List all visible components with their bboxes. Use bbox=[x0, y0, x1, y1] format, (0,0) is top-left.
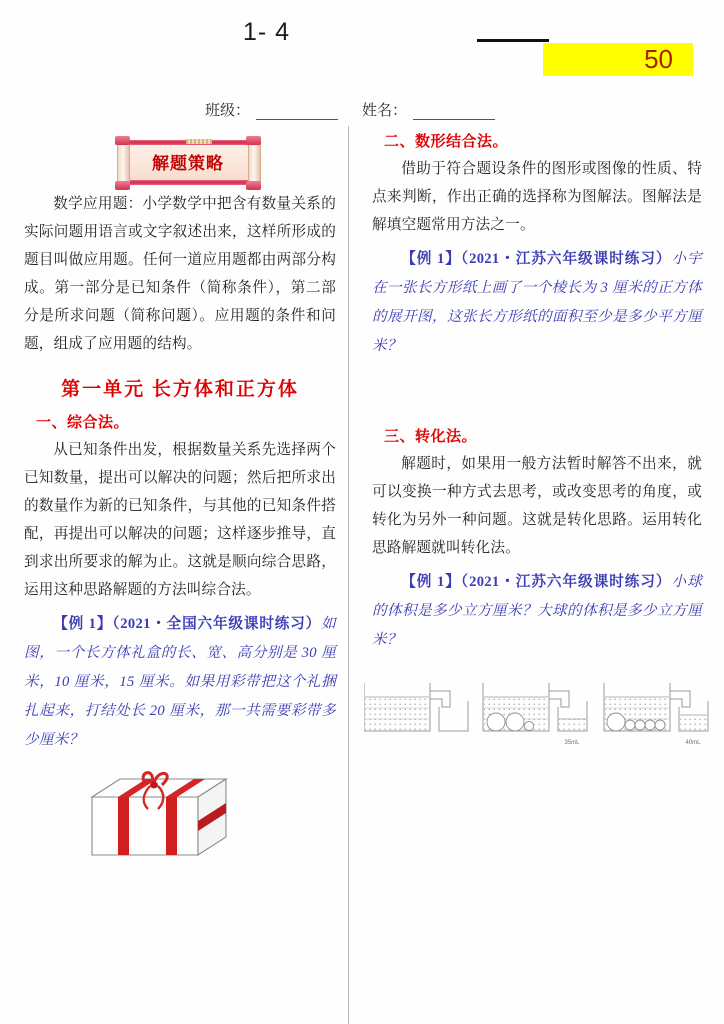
beaker-diagrams bbox=[364, 673, 712, 757]
gift-box-illustration bbox=[80, 769, 280, 864]
intro-paragraph: 数学应用题：小学数学中把含有数量关系的实际问题用语言或文字叙述出来，这样所形成的题目叫做应用题。任何一道应用题都由两部分构成。第一部分是已知条件（简称条件），第二部分是所求问题（简称问题）。应用题的条件和问题，组成了应用题的结构。 bbox=[24, 196, 336, 352]
class-input-blank[interactable] bbox=[256, 105, 338, 120]
example-one bbox=[24, 610, 336, 755]
scroll-cap-left-top bbox=[115, 136, 130, 145]
gift-box-icon bbox=[80, 769, 280, 864]
scroll-cap-left-bottom bbox=[115, 181, 130, 190]
beaker-set-3 bbox=[604, 683, 708, 746]
example-one-lead: 【例 1】（2021・全国六年级课时练习） bbox=[53, 616, 322, 632]
example-three-lead: 【例 1】（2021・江苏六年级课时练习） bbox=[401, 574, 672, 590]
scroll-cap-right-top bbox=[246, 136, 261, 145]
example-three bbox=[372, 568, 702, 655]
scroll-bar-bottom bbox=[118, 180, 258, 185]
example-one-body: 如图，一个长方体礼盒的长、宽、高分别是 30 厘米，10 厘米，15 厘米。如果用彩带把这个礼捆扎起来，打结处长 20 厘米，那一共需要彩带多少厘米？ bbox=[24, 616, 336, 748]
column-divider bbox=[348, 126, 349, 1024]
name-label: 姓名： bbox=[362, 103, 408, 119]
method-three-title: 三、转化法。 bbox=[384, 429, 478, 445]
page-number-highlight bbox=[543, 43, 693, 76]
left-column bbox=[24, 130, 336, 864]
method-two-body: 借助于符合题设条件的图形或图像的性质、特点来判断，作出正确的选择称为图解法。图解法是解填空题常用方法之一。 bbox=[372, 161, 702, 233]
scroll-banner bbox=[108, 138, 268, 186]
scroll-knot-icon bbox=[186, 139, 212, 144]
method-one-body: 从已知条件出发，根据数量关系先选择两个已知数量，提出可以解决的问题；然后把所求出的数量作为新的已知条件，与其他的已知条件搭配，再提出可以解决的问题；这样逐步推导，直到求出所要求的解为止。这就是顺向综合思路，运用这种思路解题的方法叫综合法。 bbox=[24, 442, 336, 598]
method-three-body: 解题时，如果用一般方法暂时解答不出来，就可以变换一种方式去思考，或改变思考的角度，或转化为另外一种问题。这就是转化思路。运用转化思路解题就叫转化法。 bbox=[372, 456, 702, 556]
beaker-set-2 bbox=[483, 683, 587, 746]
page-code: 1- 4 bbox=[243, 18, 291, 46]
page-header bbox=[0, 18, 724, 74]
scroll-cap-right-bottom bbox=[246, 181, 261, 190]
class-label: 班级： bbox=[205, 103, 251, 119]
beaker-3-label: 40mL bbox=[685, 740, 701, 746]
beaker-group-icon bbox=[364, 673, 712, 757]
page-number: 50 bbox=[644, 44, 673, 74]
beaker-2-label: 35mL bbox=[564, 740, 580, 746]
beaker-set-1 bbox=[364, 683, 468, 731]
student-id-line bbox=[205, 99, 495, 120]
name-input-blank[interactable] bbox=[413, 105, 495, 120]
method-one-title: 一、综合法。 bbox=[36, 415, 130, 431]
right-column bbox=[372, 130, 702, 757]
example-three-body: 小球的体积是多少立方厘米？大球的体积是多少立方厘米？ bbox=[372, 574, 702, 648]
example-two-body: 小宇在一张长方形纸上画了一个棱长为 3 厘米的正方体的展开图，这张长方形纸的面积至少是多少平方厘米？ bbox=[372, 251, 702, 354]
header-rule bbox=[477, 39, 549, 42]
example-two-lead: 【例 1】（2021・江苏六年级课时练习） bbox=[401, 251, 672, 267]
example-two bbox=[372, 245, 702, 361]
right-column-spacer bbox=[372, 361, 702, 423]
banner-title: 解题策略 bbox=[152, 154, 224, 173]
unit-title: 第一单元 长方体和正方体 bbox=[61, 379, 299, 400]
method-two-title: 二、数形结合法。 bbox=[384, 134, 509, 150]
